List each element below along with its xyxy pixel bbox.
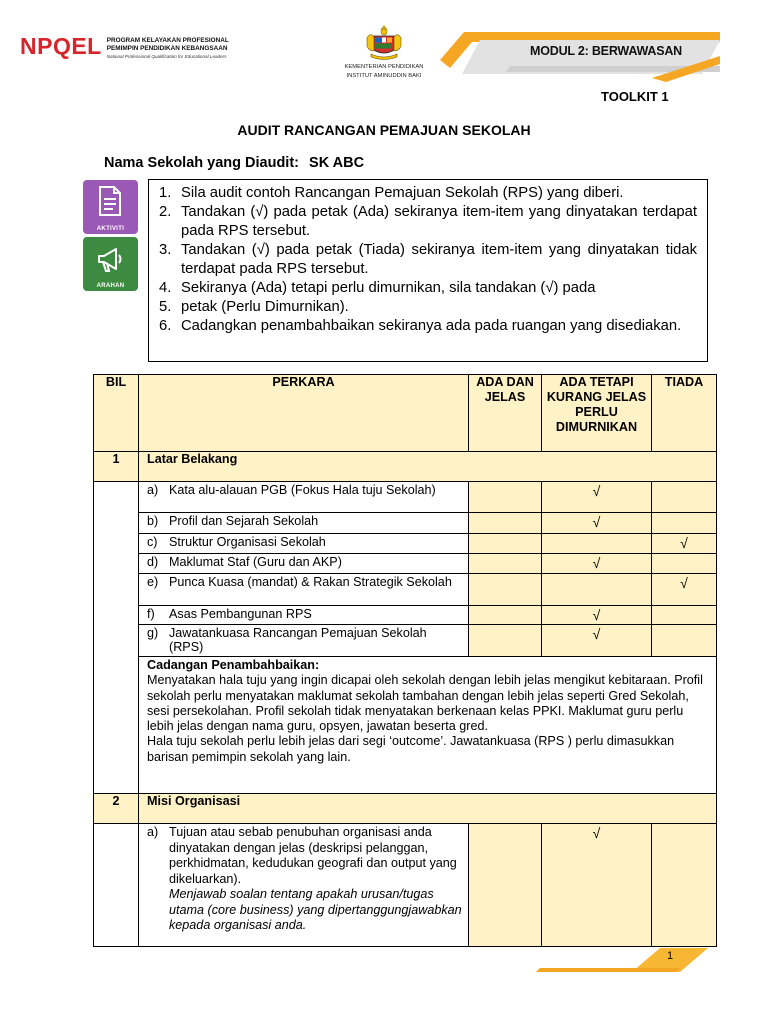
- section-number: 1: [94, 452, 139, 482]
- header-bil: BIL: [94, 375, 139, 452]
- school-name-line: [104, 155, 364, 171]
- check-perlu-dimurnikan[interactable]: [542, 574, 652, 606]
- header-ada-tetapi: ADA TETAPI KURANG JELAS PERLU DIMURNIKAN: [542, 375, 652, 452]
- table-row: [94, 574, 717, 606]
- instruction-item: 3. Tandakan (√) pada petak (Tiada) sekiranya item-item yang dinyatakan tidak terdapat pada RPS tersebut.: [159, 242, 697, 277]
- npqel-line-2: PEMIMPIN PENDIDIKAN KEBANGSAAN: [106, 45, 228, 52]
- side-icons: [83, 180, 138, 294]
- check-mark: √: [680, 575, 688, 591]
- check-ada[interactable]: [469, 534, 542, 554]
- check-tiada[interactable]: [652, 513, 717, 534]
- check-tiada[interactable]: [652, 824, 717, 947]
- item-text: a) Tujuan atau sebab penubuhan organisasi anda dinyatakan dengan jelas (deskripsi pelanggan, perkhidmatan, kedudukan geografi dan output yang dikeluarkan). Menjawab soalan tentang apakah urusan/tugas utama (core business) yang dipertanggungjawabkan kepada organisasi anda.: [139, 824, 469, 947]
- section-row: [94, 794, 717, 824]
- section-title: Misi Organisasi: [139, 794, 717, 824]
- instructions-box: [148, 179, 708, 362]
- cadangan-cell[interactable]: [139, 657, 717, 794]
- aktiviti-badge: [83, 180, 138, 234]
- check-ada[interactable]: [469, 554, 542, 574]
- check-ada[interactable]: [469, 513, 542, 534]
- check-ada[interactable]: [469, 482, 542, 513]
- arahan-label: ARAHAN: [96, 283, 125, 289]
- table-row: [94, 534, 717, 554]
- check-mark: √: [592, 555, 601, 571]
- check-perlu-dimurnikan[interactable]: [542, 824, 652, 947]
- header-perkara: PERKARA: [139, 375, 469, 452]
- check-mark: √: [592, 825, 601, 841]
- check-perlu-dimurnikan[interactable]: [542, 606, 652, 625]
- item-text: e) Punca Kuasa (mandat) & Rakan Strategik Sekolah: [139, 574, 469, 606]
- npqel-logo: [20, 34, 229, 61]
- document-icon: [98, 186, 122, 216]
- crest-emblem-icon: [362, 22, 406, 62]
- check-perlu-dimurnikan[interactable]: [542, 513, 652, 534]
- check-perlu-dimurnikan[interactable]: [542, 482, 652, 513]
- item-text: d) Maklumat Staf (Guru dan AKP): [139, 554, 469, 574]
- instruction-item: 2. Tandakan (√) pada petak (Ada) sekiranya item-item yang dinyatakan terdapat pada RPS tersebut.: [159, 204, 697, 239]
- section-number: 2: [94, 794, 139, 824]
- table-row: [94, 824, 717, 947]
- npqel-line-1: PROGRAM KELAYAKAN PROFESIONAL: [106, 37, 229, 44]
- npqel-logo-text: NPQEL: [20, 33, 102, 59]
- bil-spacer: [94, 824, 139, 947]
- section-title: Latar Belakang: [139, 452, 717, 482]
- check-ada[interactable]: [469, 606, 542, 625]
- table-row: [94, 513, 717, 534]
- instructions-list: [159, 184, 697, 336]
- check-tiada[interactable]: [652, 534, 717, 554]
- check-mark: √: [680, 535, 688, 551]
- check-mark: √: [592, 483, 601, 499]
- check-tiada[interactable]: [652, 554, 717, 574]
- school-name-value: SK ABC: [309, 155, 365, 171]
- cadangan-paragraph-2: Hala tuju sekolah perlu lebih jelas dari segi ‘outcome’. Jawatankuasa (RPS ) perlu dimasukkan barisan pemimpin sekolah yang lain.: [147, 734, 675, 764]
- item-text: g) Jawatankuasa Rancangan Pemajuan Sekolah (RPS): [139, 625, 469, 657]
- item-text: b) Profil dan Sejarah Sekolah: [139, 513, 469, 534]
- table-row: [94, 606, 717, 625]
- instruction-item: 1. Sila audit contoh Rancangan Pemajuan Sekolah (RPS) yang diberi.: [159, 185, 624, 201]
- npqel-logo-subtitle: [107, 37, 229, 61]
- table-row: [94, 625, 717, 657]
- document-title: AUDIT RANCANGAN PEMAJUAN SEKOLAH: [237, 122, 531, 138]
- audit-table: [93, 374, 717, 947]
- item-text: f) Asas Pembangunan RPS: [139, 606, 469, 625]
- crest-line-2: INSTITUT AMINUDDIN BAKI: [346, 73, 422, 79]
- section-row: [94, 452, 717, 482]
- check-tiada[interactable]: [652, 606, 717, 625]
- crest-line-1: KEMENTERIAN PENDIDIKAN: [344, 64, 424, 70]
- check-mark: √: [592, 626, 601, 642]
- item-text: a) Kata alu-alauan PGB (Fokus Hala tuju Sekolah): [139, 482, 469, 513]
- bil-spacer: [94, 482, 139, 794]
- instruction-item: 4. Sekiranya (Ada) tetapi perlu dimurnikan, sila tandakan (√) pada: [159, 280, 596, 296]
- cadangan-paragraph-1: Menyatakan hala tuju yang ingin dicapai oleh sekolah dengan lebih jelas mengikut kebitaraan. Profil sekolah perlu menyatakan maklumat sekolah tambahan dengan lebih jelas seperti Gred Sekolah, sesi persekolahan. Profil sekolah tidak menyatakan berkenaan kelas PPKI. Maklumat guru perlu lebih jelas dengan nama guru, opsyen, jawatan beserta gred.: [147, 673, 703, 734]
- check-perlu-dimurnikan[interactable]: [542, 534, 652, 554]
- item-text: c) Struktur Organisasi Sekolah: [139, 534, 469, 554]
- instruction-item: 6. Cadangkan penambahbaikan sekiranya ada pada ruangan yang disediakan.: [159, 318, 682, 334]
- check-ada[interactable]: [469, 625, 542, 657]
- check-perlu-dimurnikan[interactable]: [542, 625, 652, 657]
- table-row: [94, 554, 717, 574]
- toolkit-label: TOOLKIT 1: [601, 89, 669, 104]
- header-ada: ADA DAN JELAS: [469, 375, 542, 452]
- modul-label: MODUL 2: BERWAWASAN: [530, 44, 682, 58]
- check-mark: √: [592, 607, 601, 623]
- instruction-item: 5. petak (Perlu Dimurnikan).: [159, 299, 349, 315]
- check-tiada[interactable]: [652, 574, 717, 606]
- cadangan-row: [94, 657, 717, 794]
- page-number: 1: [667, 950, 674, 962]
- header-tiada: TIADA: [652, 375, 717, 452]
- aktiviti-label: AKTIVITI: [96, 226, 125, 232]
- check-mark: √: [592, 514, 601, 530]
- arahan-badge: [83, 237, 138, 291]
- check-tiada[interactable]: [652, 625, 717, 657]
- check-ada[interactable]: [469, 824, 542, 947]
- check-perlu-dimurnikan[interactable]: [542, 554, 652, 574]
- cadangan-label: Cadangan Penambahbaikan:: [147, 658, 320, 672]
- check-tiada[interactable]: [652, 482, 717, 513]
- table-row: [94, 482, 717, 513]
- item-note: Menjawab soalan tentang apakah urusan/tugas utama (core business) yang dipertanggungjawabkan kepada organisasi anda.: [169, 887, 462, 932]
- footer-banner-shape: [530, 936, 730, 986]
- item-description: Tujuan atau sebab penubuhan organisasi anda dinyatakan dengan jelas (deskripsi pelanggan, perkhidmatan, kedudukan geografi dan output yang dikeluarkan).: [169, 825, 457, 886]
- megaphone-icon: [96, 245, 124, 275]
- school-name-label: Nama Sekolah yang Diaudit:: [104, 155, 299, 171]
- npqel-line-3: National Professional Qualification for Educational Leaders: [106, 54, 227, 59]
- table-header-row: [94, 375, 717, 452]
- check-ada[interactable]: [469, 574, 542, 606]
